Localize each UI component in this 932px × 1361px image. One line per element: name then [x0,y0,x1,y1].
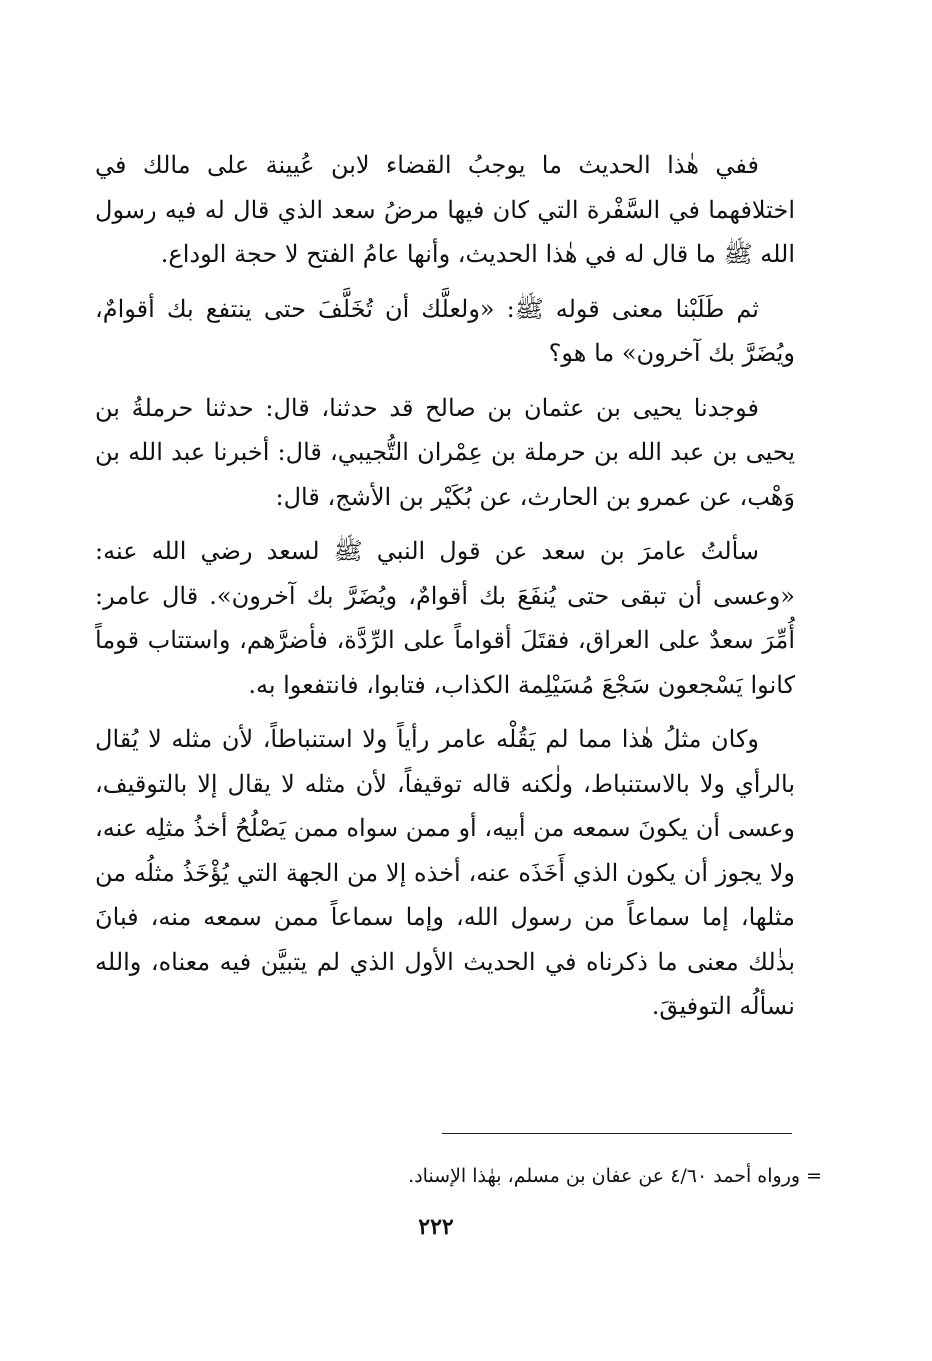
paragraph-2: ثم طَلَبْنا معنى قوله ﷺ: «ولعلَّك أن تُخَلَّفَ حتى ينتفع بك أقوامٌ، ويُضَرَّ بك آخرون» ما هو؟ [95,294,795,367]
footnote-divider [442,1133,792,1134]
paragraph-5: وكان مثلُ هٰذا مما لم يَقُلْه عامر رأياً ولا استنباطاً، لأن مثله لا يُقال بالرأي ولا بالاستنباط، ولٰكنه قاله توقيفاً، لأن مثله لا يقال إلا بالتوقيف، وعسى أن يكونَ سمعه من أبيه، أو ممن سواه ممن يَصْلُحُ أخذُ مثلِه عنه، ولا يجوز أن يكون الذي أَخَذَه عنه، أخذه إلا من الجهة التي يُؤْخَذُ مثلُه من مثلها، إما سماعاً من رسول الله، وإما سماعاً ممن سمعه منه، فبانَ بذٰلك معنى ما ذكرناه في الحديث الأول الذي لم يتبيَّن فيه معناه، والله نسألُه التوفيقَ. [95,725,795,1020]
paragraph-3: فوجدنا يحيى بن عثمان بن صالح قد حدثنا، قال: حدثنا حرملةُ بن يحيى بن عبد الله بن حرملة بن عِمْران التُّجيبي، قال: أخبرنا عبد الله بن وَهْب، عن عمرو بن الحارث، عن بُكَيْر بن الأشج، قال: [95,393,795,511]
main-text [95,143,795,1029]
paragraph-4: سألتُ عامرَ بن سعد عن قول النبي ﷺ لسعد رضي الله عنه: «وعسى أن تبقى حتى يُنفَعَ بك أقوامٌ، ويُضَرَّ بك آخرون». قال عامر: أُمِّرَ سعدٌ على العراق، فقتَلَ أقواماً على الرِّدَّة، فأضرَّهم، واستتاب قوماً كانوا يَسْجعون سَجْعَ مُسَيْلِمة الكذاب، فتابوا، فانتفعوا به. [95,537,795,699]
footnote: = ورواه أحمد ٤/٦٠ عن عفان بن مسلم، بهٰذا الإسناد. [408,1165,822,1187]
paragraph-1: ففي هٰذا الحديث ما يوجبُ القضاء لابن عُيينة على مالك في اختلافهما في السَّفْرة التي كان فيها مرضُ سعد الذي قال له فيه رسول الله ﷺ ما قال له في هٰذا الحديث، وأنها عامُ الفتح لا حجة الوداع. [95,151,795,268]
page-number: ٢٢٢ [418,1214,454,1240]
